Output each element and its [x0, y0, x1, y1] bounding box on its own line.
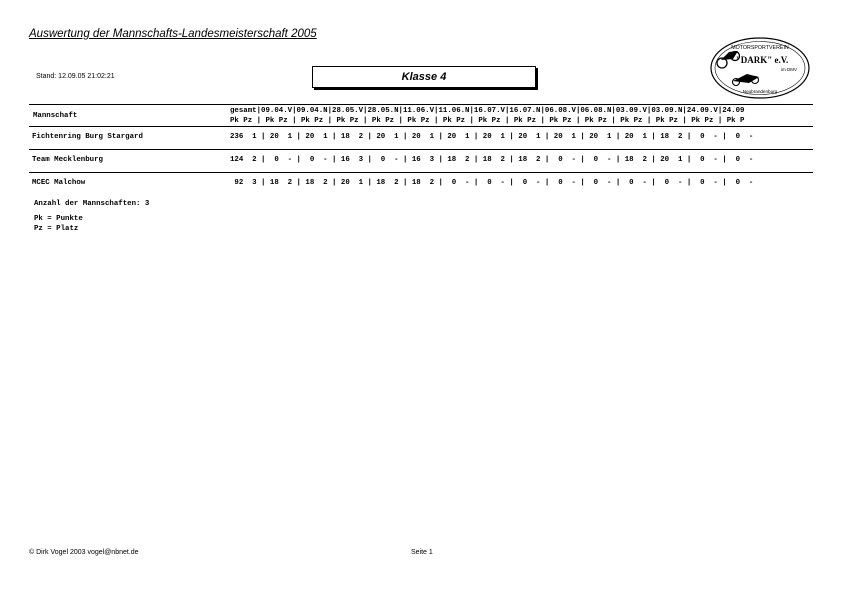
- divider: [29, 104, 813, 105]
- logo-top-text: MOTORSPORTVEREIN: [731, 45, 789, 51]
- column-header-mannschaft: Mannschaft: [33, 112, 78, 120]
- page-number: Seite 1: [411, 549, 433, 556]
- team-count: Anzahl der Mannschaften: 3: [34, 200, 150, 208]
- column-header-pk-pz: Pk Pz | Pk Pz | Pk Pz | Pk Pz | Pk Pz | Pk Pz | Pk Pz | Pk Pz | Pk Pz | Pk Pz | Pk Pz | Pk Pz | Pk Pz | Pk Pz | Pk P: [230, 117, 745, 125]
- klasse-label: Klasse 4: [401, 71, 447, 83]
- divider: [29, 126, 813, 127]
- team-results: 124 2 | 0 - | 0 - | 16 3 | 0 - | 16 3 | 18 2 | 18 2 | 18 2 | 0 - | 0 - | 18 2 | 20 1 | 0 - | 0 -: [230, 156, 754, 164]
- team-name: Fichtenring Burg Stargard: [32, 133, 143, 141]
- column-header-dates: gesamt|09.04.V|09.04.N|28.05.V|28.05.N|11.06.V|11.06.N|16.07.V|16.07.N|06.08.V|06.08.N|03.09.V|03.09.N|24.09.V|24.09: [230, 107, 745, 115]
- team-name: Team Mecklenburg: [32, 156, 103, 164]
- club-logo: [709, 36, 811, 100]
- team-results: 92 3 | 18 2 | 18 2 | 20 1 | 18 2 | 18 2 | 0 - | 0 - | 0 - | 0 - | 0 - | 0 - | 0 - | 0 - | 0 -: [230, 179, 754, 187]
- stand-timestamp: Stand: 12.09.05 21:02:21: [36, 73, 115, 80]
- divider: [29, 172, 813, 173]
- legend-pz: Pz = Platz: [34, 225, 79, 233]
- page-title: Auswertung der Mannschafts-Landesmeisterschaft 2005: [29, 28, 317, 40]
- copyright: © Dirk Vogel 2003 vogel@nbnet.de: [29, 549, 139, 556]
- logo-city: Neubrandenburg: [742, 89, 778, 94]
- team-results: 236 1 | 20 1 | 20 1 | 18 2 | 20 1 | 20 1 | 20 1 | 20 1 | 20 1 | 20 1 | 20 1 | 20 1 | 18 2 | 0 - | 0 -: [230, 133, 754, 141]
- divider: [29, 149, 813, 150]
- legend-pk: Pk = Punkte: [34, 215, 83, 223]
- logo-name: "DARK" e.V.: [735, 55, 789, 65]
- logo-sub: im DMV: [781, 67, 797, 72]
- team-name: MCEC Malchow: [32, 179, 86, 187]
- klasse-box: [312, 66, 536, 88]
